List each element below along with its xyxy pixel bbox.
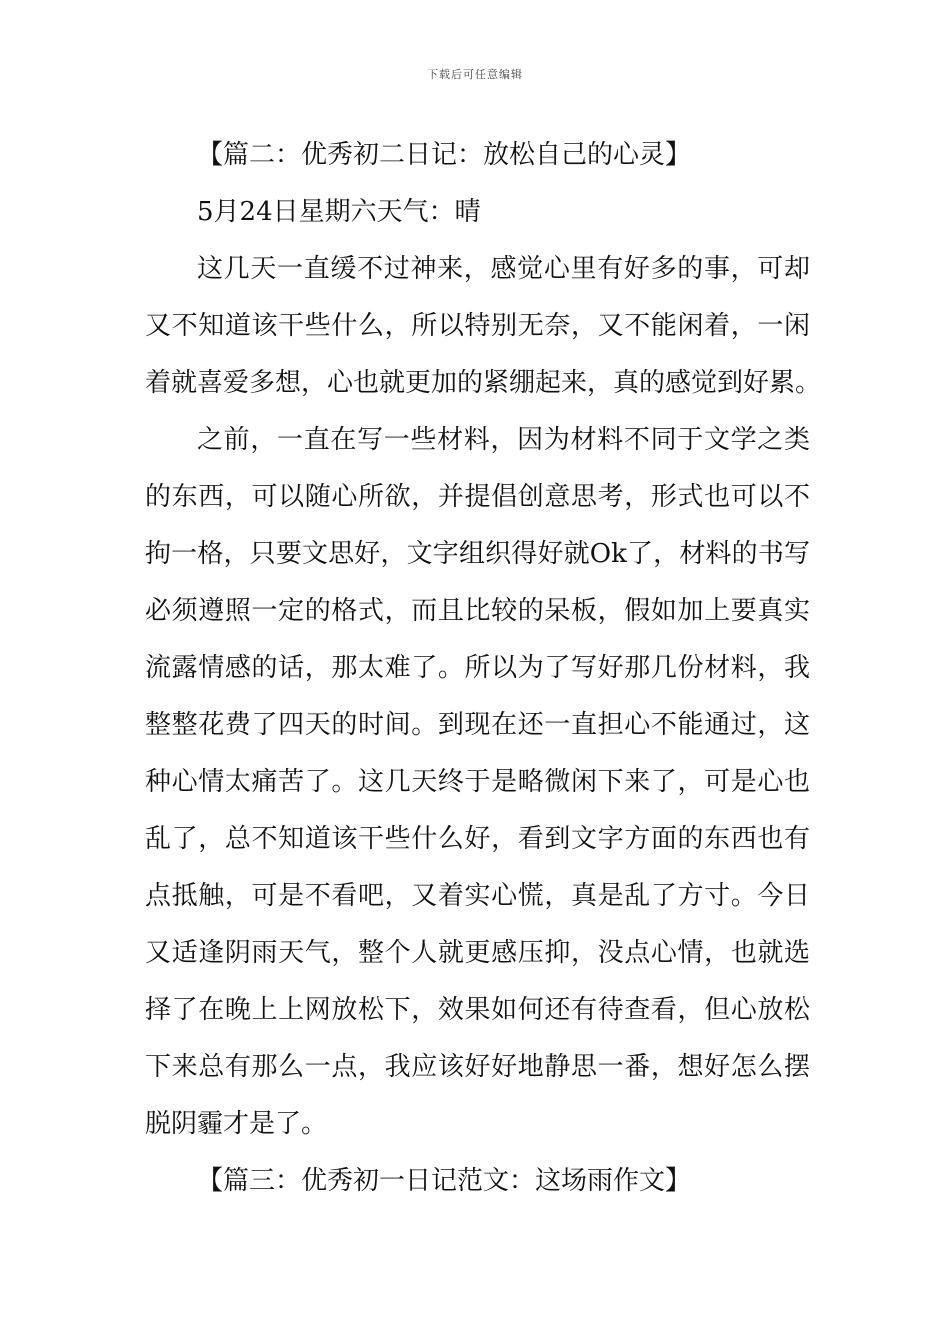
paragraph-line: 脱阴霾才是了。 xyxy=(145,1109,328,1139)
document-body xyxy=(145,127,822,1210)
date-line: 5月24日星期六天气：晴 xyxy=(197,197,481,227)
paragraph-line: 下来总有那么一点，我应该好好地静思一番，想好怎么摆 xyxy=(145,1052,810,1082)
paragraph-line: 种心情太痛苦了。这几天终于是略微闲下来了，可是心也 xyxy=(145,767,810,797)
paragraph-2 xyxy=(145,412,810,1153)
header-note: 下载后可任意编辑 xyxy=(427,68,523,81)
paragraph-line: 又不知道该干些什么，所以特别无奈，又不能闲着，一闲 xyxy=(145,311,810,341)
paragraph-line: 这几天一直缓不过神来，感觉心里有好多的事，可却 xyxy=(197,254,810,284)
section-heading-3: 【篇三：优秀初一日记范文：这场雨作文】 xyxy=(197,1166,692,1196)
paragraph-line: 流露情感的话，那太难了。所以为了写好那几份材料，我 xyxy=(145,653,810,683)
paragraph-1 xyxy=(145,241,822,412)
paragraph-line: 又适逢阴雨天气，整个人就更感压抑，没点心情，也就选 xyxy=(145,938,810,968)
paragraph-line: 整整花费了四天的时间。到现在还一直担心不能通过，这 xyxy=(145,710,810,740)
paragraph-line: 点抵触，可是不看吧，又着实心慌，真是乱了方寸。今日 xyxy=(145,881,810,911)
paragraph-line: 之前，一直在写一些材料，因为材料不同于文学之类 xyxy=(197,425,810,455)
section-heading-2: 【篇二：优秀初二日记：放松自己的心灵】 xyxy=(197,140,692,170)
paragraph-line: 拘一格，只要文思好，文字组织得好就Ok了，材料的书写 xyxy=(145,539,810,569)
paragraph-line: 必须遵照一定的格式，而且比较的呆板，假如加上要真实 xyxy=(145,596,810,626)
paragraph-line: 乱了，总不知道该干些什么好，看到文字方面的东西也有 xyxy=(145,824,810,854)
paragraph-line: 着就喜爱多想，心也就更加的紧绷起来，真的感觉到好累。 xyxy=(145,368,822,398)
paragraph-line: 择了在晚上上网放松下，效果如何还有待查看，但心放松 xyxy=(145,995,810,1025)
paragraph-line: 的东西，可以随心所欲，并提倡创意思考，形式也可以不 xyxy=(145,482,810,512)
